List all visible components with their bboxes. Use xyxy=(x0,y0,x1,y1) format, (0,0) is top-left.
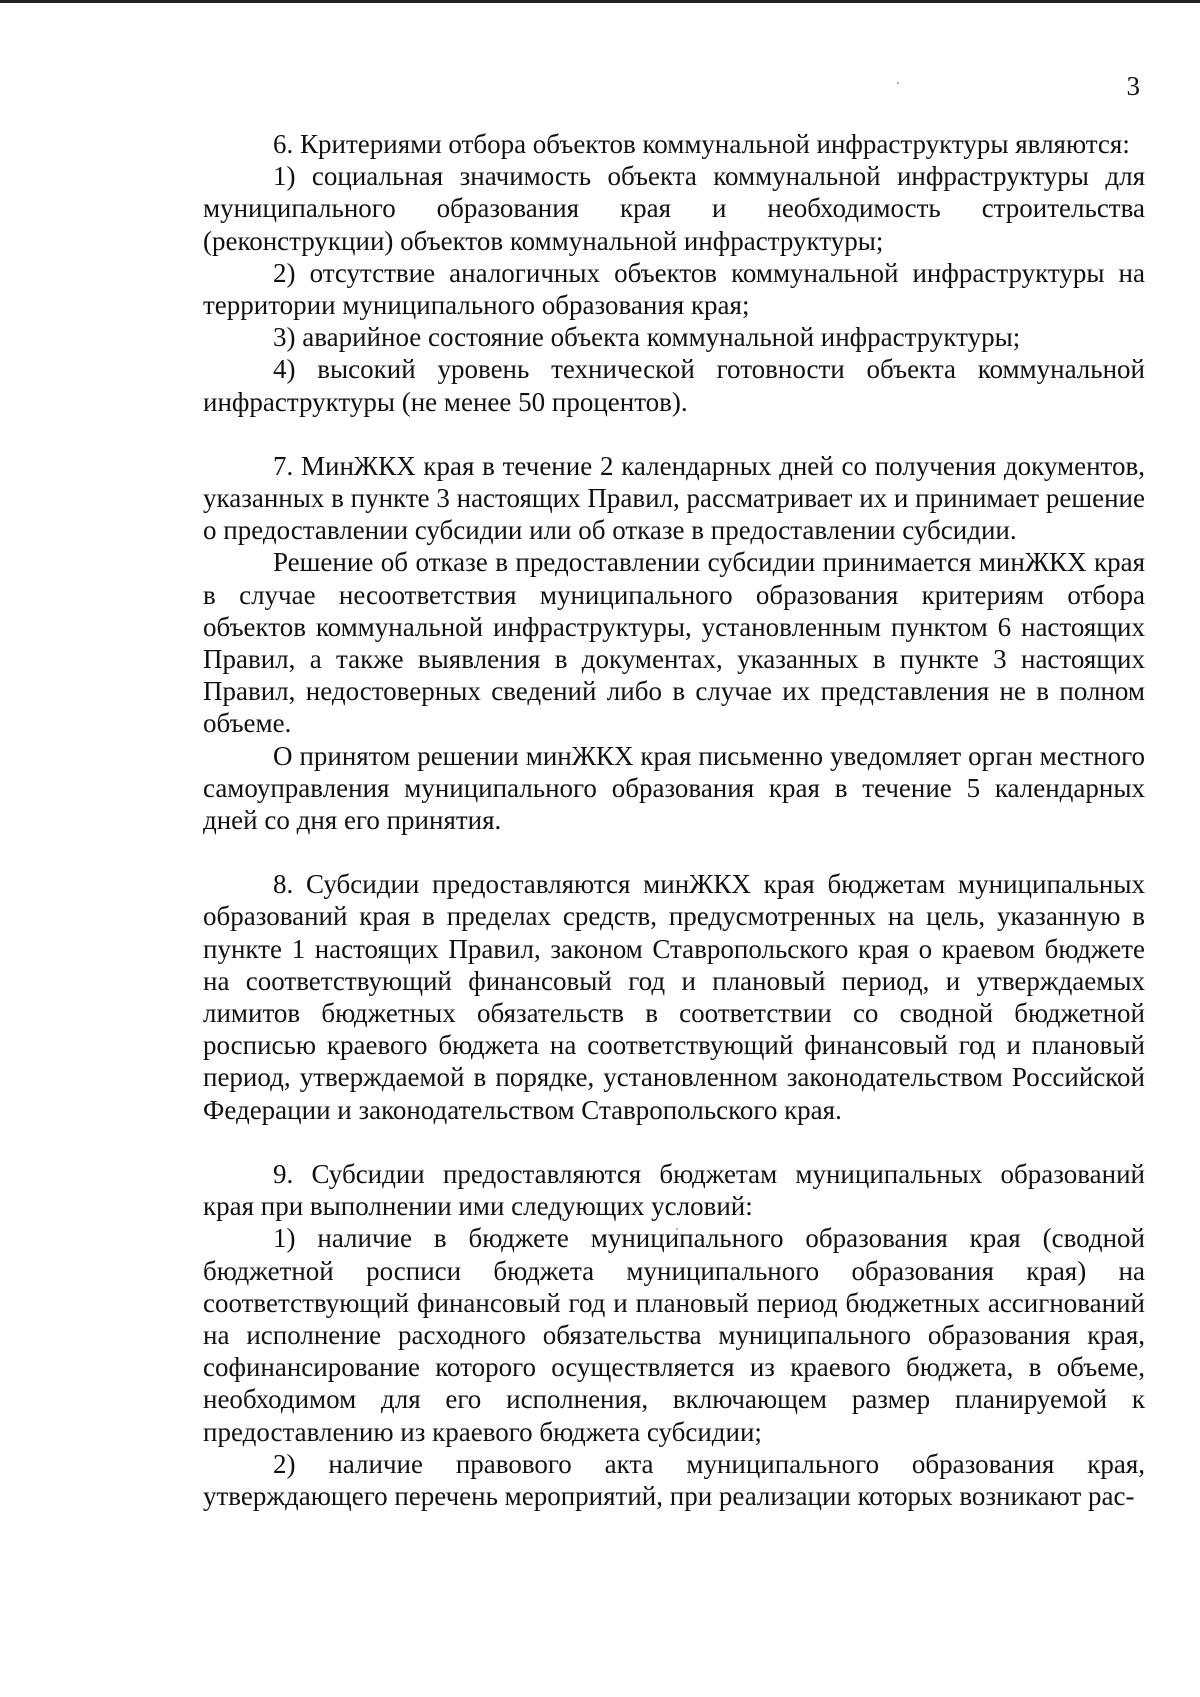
section-spacer xyxy=(203,418,1145,450)
top-border-line xyxy=(0,0,1200,3)
paragraph-criterion-1: 1) социальная значимость объекта коммунальной инфраструктуры для муниципального образования края и необходимость строительства (реконструкции) объектов коммунальной инфраструктуры; xyxy=(203,161,1145,256)
paragraph-notification: О принятом решении минЖКХ края письменно уведомляет орган местного самоуправления муниципального образования края в течение 5 календарных дней со дня его принятия. xyxy=(203,740,1145,836)
paragraph-criterion-4: 4) высокий уровень технической готовности объекта коммунальной инфраструктуры (не менее 50 процентов). xyxy=(203,354,1145,417)
scan-speck xyxy=(897,82,899,84)
paragraph-criterion-2: 2) отсутствие аналогичных объектов коммунальной инфраструктуры на территории муниципального образования края; xyxy=(203,257,1145,321)
paragraph-condition-2: 2) наличие правового акта муниципального образования края, утверждающего перечень мероприятий, при реализации которых возникают рас- xyxy=(203,1448,1145,1511)
paragraph-criterion-3: 3) аварийное состояние объекта коммунальной инфраструктуры; xyxy=(273,322,1021,353)
section-spacer xyxy=(203,1126,1145,1158)
paragraph-condition-1: 1) наличие в бюджете муниципального образования края (сводной бюджетной росписи бюджета муниципального образования края) на соответствующий финансовый год и плановый период бюджетных ассигнований на исполнение расходного обязательства муниципального образования края, софинансирование которого осуществляется из краевого бюджета, в объеме, необходимом для его исполнения, включающем размер планируемой к предоставлению из краевого бюджета субсидии; xyxy=(203,1223,1145,1447)
paragraph-section-7: 7. МинЖКХ края в течение 2 календарных дней со получения документов, указанных в пункте 3 настоящих Правил, рассматривает их и принимает решение о предоставлении субсидии или об отказе в предоставлении субсидии. xyxy=(203,450,1145,546)
page-number: 3 xyxy=(1126,71,1140,101)
paragraph-section-8: 8. Субсидии предоставляются минЖКХ края бюджетам муниципальных образований края в пределах средств, предусмотренных на цель, указанную в пункте 1 настоящих Правил, законом Ставропольского края о краевом бюджете на соответствующий финансовый год и плановый период, и утверждаемых лимитов бюджетных обязательств в соответствии со сводной бюджетной росписью краевого бюджета на соответствующий финансовый год и плановый период, утверждаемой в порядке, установленном законодательством Российской Федерации и законодательством Ставропольского края. xyxy=(203,869,1145,1125)
paragraph-criteria-heading: 6. Критериями отбора объектов коммунальной инфраструктуры являются: xyxy=(273,129,1130,159)
document-body xyxy=(203,128,1145,1512)
paragraph-section-9: 9. Субсидии предоставляются бюджетам муниципальных образований края при выполнении ими следующих условий: xyxy=(203,1158,1145,1222)
section-spacer xyxy=(203,836,1145,868)
paragraph-refusal-decision: Решение об отказе в предоставлении субсидии принимается минЖКХ края в случае несоответствия муниципального образования критериям отбора объектов коммунальной инфраструктуры, установленным пунктом 6 настоящих Правил, а также выявления в документах, указанных в пункте 3 настоящих Правил, недостоверных сведений либо в случае их представления не в полном объеме. xyxy=(203,547,1145,739)
